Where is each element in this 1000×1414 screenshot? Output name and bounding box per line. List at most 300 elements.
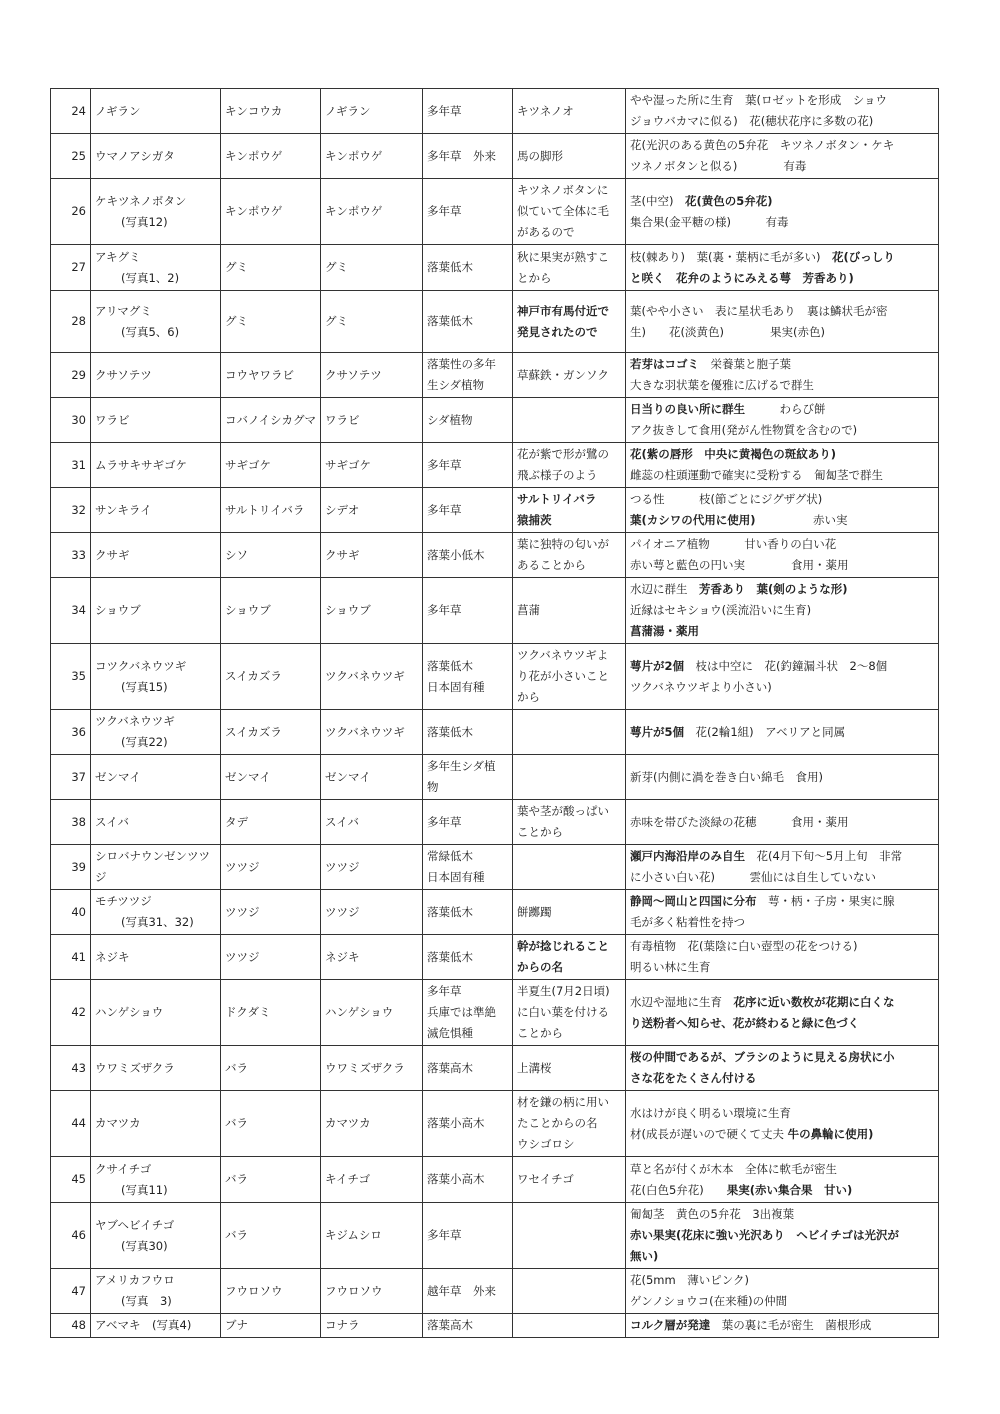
origin-line: たことからの名 [517, 1116, 598, 1130]
cell-number: 43 [51, 1046, 91, 1091]
cell-origin [513, 533, 626, 578]
cell-name [91, 443, 221, 488]
cell-name [91, 533, 221, 578]
cell-genus: ツクバネウツギ [321, 644, 423, 710]
type-line: 日本固有種 [427, 679, 485, 694]
type-line: 多年草 [427, 204, 462, 218]
plant-name: アリマグミ [95, 303, 152, 318]
cell-number: 38 [51, 800, 91, 845]
cell-name [91, 800, 221, 845]
note-line [630, 135, 934, 156]
cell-name [91, 134, 221, 179]
cell-name [91, 291, 221, 353]
cell-origin [513, 755, 626, 800]
note-segment: つる性 枝(節ごとにジグザグ状) [630, 492, 823, 506]
origin-line: 神戸市有馬付近で [517, 303, 609, 318]
photo-ref: (写真11) [121, 1182, 168, 1197]
cell-number: 33 [51, 533, 91, 578]
origin-line: 菖蒲 [517, 603, 540, 617]
cell-family: スイカズラ [221, 644, 321, 710]
plant-name: クサソテツ [95, 367, 152, 382]
origin-line: とから [517, 270, 552, 285]
origin-line: り花が小さいこと [517, 669, 609, 683]
cell-name [91, 245, 221, 291]
type-line: 落葉性の多年 [427, 357, 496, 371]
cell-family: サギゴケ [221, 443, 321, 488]
note-segment: 萼・柄・子房・果実に腺 [756, 894, 895, 908]
cell-origin [513, 1091, 626, 1157]
cell-type [423, 443, 513, 488]
note-segment: 材(成長が遅いので硬くて丈夫 [630, 1126, 788, 1141]
cell-number: 29 [51, 353, 91, 398]
cell-type [423, 291, 513, 353]
cell-type [423, 755, 513, 800]
note-segment: 水辺や湿地に生育 [630, 994, 734, 1009]
note-line [630, 722, 934, 743]
note-line [630, 156, 934, 177]
cell-number: 46 [51, 1203, 91, 1269]
note-line [630, 534, 934, 555]
photo-ref: (写真1、2) [121, 270, 180, 285]
cell-genus: コナラ [321, 1314, 423, 1338]
cell-name [91, 353, 221, 398]
cell-genus: キイチゴ [321, 1157, 423, 1203]
cell-notes [626, 755, 939, 800]
cell-origin [513, 398, 626, 443]
cell-family: グミ [221, 245, 321, 291]
cell-type [423, 1314, 513, 1338]
note-segment: 毛が多く粘着性を持つ [630, 915, 745, 929]
cell-origin [513, 1314, 626, 1338]
origin-line: 材を鎌の柄に用い [517, 1095, 609, 1109]
cell-number: 45 [51, 1157, 91, 1203]
cell-genus: クサギ [321, 533, 423, 578]
type-line: 多年草 [427, 984, 462, 998]
note-segment: ツクバネウツギより小さい) [630, 679, 772, 694]
plant-name: モチツツジ [95, 894, 152, 908]
cell-origin [513, 89, 626, 134]
table-row [51, 533, 939, 578]
cell-family: バラ [221, 1046, 321, 1091]
origin-line: からの名 [517, 960, 563, 974]
note-segment: 花(4月下旬～5月上旬 非常 [745, 849, 903, 863]
origin-line: サルトリイバラ [517, 492, 597, 506]
cell-name [91, 1091, 221, 1157]
cell-notes [626, 710, 939, 755]
table-row [51, 353, 939, 398]
cell-notes [626, 1269, 939, 1314]
plant-name: アキグミ [95, 249, 141, 264]
note-segment: 大きな羽状葉を優雅に広げるで群生 [630, 378, 814, 392]
cell-name [91, 980, 221, 1046]
note-segment: 果実(赤い集合果 甘い) [726, 1182, 853, 1197]
cell-notes [626, 1157, 939, 1203]
cell-name [91, 179, 221, 245]
cell-genus: ツツジ [321, 845, 423, 890]
cell-type [423, 800, 513, 845]
cell-type [423, 578, 513, 644]
cell-genus: ツクバネウツギ [321, 710, 423, 755]
type-line: 物 [427, 780, 439, 794]
note-segment: 葉(やや小さい 表に星状毛あり 裏は鱗状毛が密 [630, 303, 888, 318]
cell-notes [626, 398, 939, 443]
note-line [630, 1103, 934, 1124]
origin-line: に白い葉を付ける [517, 1005, 609, 1019]
origin-line: ワセイチゴ [517, 1172, 574, 1186]
cell-type [423, 644, 513, 710]
plant-name: ケキツネノボタン [95, 193, 187, 208]
cell-name [91, 1314, 221, 1338]
cell-family: シソ [221, 533, 321, 578]
cell-family: ショウブ [221, 578, 321, 644]
note-segment: やや湿った所に生育 葉(ロゼットを形成 ショウ [630, 93, 888, 107]
cell-genus: ノギラン [321, 89, 423, 134]
note-segment: 草と名が付くが木本 全体に軟毛が密生 [630, 1161, 837, 1176]
cell-family: バラ [221, 1091, 321, 1157]
note-line [630, 1013, 934, 1034]
cell-genus: ショウブ [321, 578, 423, 644]
cell-name [91, 890, 221, 935]
table-row [51, 443, 939, 488]
table-row [51, 1269, 939, 1314]
photo-ref: (写真 3) [121, 1294, 172, 1308]
note-segment: ゲンノショウコ(在来種)の仲間 [630, 1294, 788, 1308]
cell-family: コウヤワラビ [221, 353, 321, 398]
cell-notes [626, 1091, 939, 1157]
cell-notes [626, 245, 939, 291]
note-line [630, 191, 934, 212]
origin-line: 草蘇鉄・ガンソク [517, 367, 609, 382]
cell-notes [626, 291, 939, 353]
plant-name: コツクバネウツギ [95, 658, 187, 673]
note-segment: 茎(中空) [630, 193, 685, 208]
note-line [630, 420, 934, 441]
cell-number: 36 [51, 710, 91, 755]
note-segment: 瀬戸内海沿岸のみ自生 [630, 849, 745, 863]
plant-name: アベマキ (写真4) [95, 1318, 192, 1332]
cell-name [91, 755, 221, 800]
type-line: 落葉低木 [427, 260, 473, 274]
cell-origin [513, 980, 626, 1046]
cell-number: 25 [51, 134, 91, 179]
cell-name [91, 578, 221, 644]
cell-family: グミ [221, 291, 321, 353]
type-line: 落葉小高木 [427, 1116, 485, 1130]
note-segment: 有毒植物 花(葉陰に白い壺型の花をつける) [630, 939, 858, 953]
cell-name [91, 845, 221, 890]
cell-type [423, 533, 513, 578]
note-line [630, 111, 934, 132]
table-row [51, 1203, 939, 1269]
cell-genus: シデオ [321, 488, 423, 533]
note-line [630, 1246, 934, 1267]
plant-name: ウワミズザクラ [95, 1060, 175, 1075]
table-row [51, 245, 939, 291]
cell-number: 40 [51, 890, 91, 935]
cell-genus: ツツジ [321, 890, 423, 935]
cell-type [423, 245, 513, 291]
cell-origin [513, 443, 626, 488]
plant-name: クサイチゴ [95, 1161, 152, 1176]
note-line [630, 867, 934, 888]
note-segment: り送粉者へ知らせ、花が終わると緑に色づく [630, 1015, 860, 1030]
cell-genus: グミ [321, 245, 423, 291]
cell-notes [626, 134, 939, 179]
cell-name [91, 935, 221, 980]
note-segment: パイオニア植物 甘い香りの白い花 [630, 537, 837, 551]
plant-name: ハンゲショウ [95, 1005, 164, 1019]
cell-origin [513, 488, 626, 533]
cell-family: キンコウカ [221, 89, 321, 134]
note-segment: 栄養葉と胞子葉 [699, 357, 791, 371]
cell-notes [626, 644, 939, 710]
cell-genus: キンポウゲ [321, 179, 423, 245]
note-segment: 日当りの良い所に群生 [630, 402, 745, 416]
type-line: シダ植物 [427, 412, 473, 427]
note-line [630, 600, 934, 621]
origin-line: 似ていて全体に毛 [517, 204, 609, 218]
note-segment: 匍匐茎 黄色の5弁花 3出複葉 [630, 1207, 795, 1221]
cell-type [423, 134, 513, 179]
note-segment: 桜の仲間であるが、ブラシのように見える房状に小 [630, 1050, 895, 1064]
cell-genus: カマツカ [321, 1091, 423, 1157]
note-line [630, 1068, 934, 1089]
note-line [630, 1204, 934, 1225]
origin-line: キツネノボタンに [517, 183, 609, 197]
origin-line: あることから [517, 558, 586, 572]
plant-name: ゼンマイ [95, 769, 141, 784]
type-line: 多年草 [427, 502, 462, 517]
table-row [51, 134, 939, 179]
cell-genus: キンポウゲ [321, 134, 423, 179]
origin-line: キツネノオ [517, 103, 574, 118]
cell-notes [626, 800, 939, 845]
table-row [51, 845, 939, 890]
cell-family: ツツジ [221, 935, 321, 980]
cell-type [423, 179, 513, 245]
cell-genus: ウワミズザクラ [321, 1046, 423, 1091]
table-row [51, 800, 939, 845]
cell-origin [513, 291, 626, 353]
cell-genus: ネジキ [321, 935, 423, 980]
note-line [630, 354, 934, 375]
table-row [51, 488, 939, 533]
note-segment: 花序に近い数枚が花期に白くな [733, 994, 895, 1009]
cell-family: ドクダミ [221, 980, 321, 1046]
cell-notes [626, 935, 939, 980]
photo-ref: (写真22) [121, 735, 168, 749]
note-segment: 赤い萼と藍色の円い実 食用・薬用 [630, 558, 849, 572]
cell-notes [626, 443, 939, 488]
note-segment: 若芽はコゴミ [630, 357, 699, 371]
cell-type [423, 353, 513, 398]
note-line [630, 555, 934, 576]
cell-genus: ワラビ [321, 398, 423, 443]
cell-genus: ゼンマイ [321, 755, 423, 800]
note-segment: ジョウバカマに似る) 花(穂状花序に多数の花) [630, 114, 874, 128]
plant-name: アメリカフウロ [95, 1273, 175, 1287]
note-line [630, 1159, 934, 1180]
note-segment: 明るい林に生育 [630, 960, 711, 974]
table-row [51, 1314, 939, 1338]
cell-number: 42 [51, 980, 91, 1046]
cell-number: 41 [51, 935, 91, 980]
note-segment: 赤い果実(花床に強い光沢あり ヘビイチゴは光沢が [630, 1228, 899, 1242]
note-segment: 花(黄色の5弁花) [684, 193, 773, 208]
note-line [630, 322, 934, 343]
cell-name [91, 644, 221, 710]
cell-number: 48 [51, 1314, 91, 1338]
note-segment: 集合果(金平糖の様) 有毒 [630, 214, 789, 229]
note-line [630, 301, 934, 322]
plant-name: ショウブ [95, 603, 141, 617]
type-line: 兵庫では準絶 [427, 1005, 496, 1019]
origin-line: 幹が捻じれること [517, 939, 609, 953]
origin-line: 秋に果実が熟すこ [517, 249, 609, 264]
cell-notes [626, 1203, 939, 1269]
origin-line: から [517, 690, 540, 704]
plant-name: ノギラン [95, 103, 141, 118]
cell-genus: グミ [321, 291, 423, 353]
origin-line: 猿捕茨 [517, 513, 552, 527]
photo-ref: (写真12) [121, 214, 168, 229]
plant-name: カマツカ [95, 1116, 141, 1130]
note-segment: 葉の裏に毛が密生 菌根形成 [710, 1318, 872, 1332]
cell-name [91, 710, 221, 755]
note-line [630, 846, 934, 867]
note-line [630, 247, 934, 268]
note-segment: アク抜きして食用(発がん性物質を含むので) [630, 423, 858, 437]
cell-type [423, 1046, 513, 1091]
type-line: 落葉小高木 [427, 1172, 485, 1186]
type-line: 多年草 [427, 814, 462, 829]
cell-number: 26 [51, 179, 91, 245]
note-line [630, 444, 934, 465]
table-row [51, 1091, 939, 1157]
cell-name [91, 1203, 221, 1269]
cell-genus: ハンゲショウ [321, 980, 423, 1046]
cell-notes [626, 488, 939, 533]
cell-number: 35 [51, 644, 91, 710]
table-row [51, 980, 939, 1046]
cell-name [91, 1046, 221, 1091]
cell-type [423, 890, 513, 935]
note-segment: コルク層が発達 [630, 1318, 711, 1332]
note-line [630, 1291, 934, 1312]
cell-origin [513, 1046, 626, 1091]
note-line [630, 1270, 934, 1291]
cell-family: コバノイシカグマ [221, 398, 321, 443]
cell-family: キンポウゲ [221, 179, 321, 245]
cell-origin [513, 890, 626, 935]
note-line [630, 579, 934, 600]
note-segment: 水辺に群生 [630, 582, 699, 596]
note-line [630, 1315, 934, 1336]
origin-line: ことから [517, 825, 563, 839]
cell-type [423, 1091, 513, 1157]
note-segment: に小さい白い花) 雲仙には自生していない [630, 870, 876, 884]
cell-origin [513, 644, 626, 710]
type-line: 多年生シダ植 [427, 759, 496, 773]
note-segment: 赤い実 [755, 513, 848, 527]
cell-origin [513, 578, 626, 644]
note-line [630, 992, 934, 1013]
type-line: 落葉低木 [427, 314, 473, 328]
table-row [51, 935, 939, 980]
table-row [51, 179, 939, 245]
plant-name: シロバナウンゼンツツジ [95, 849, 210, 884]
cell-number: 47 [51, 1269, 91, 1314]
note-segment: 枝(棘あり) 葉(裏・葉柄に毛が多い) [630, 249, 832, 264]
cell-origin [513, 353, 626, 398]
type-line: 生シダ植物 [427, 378, 485, 392]
cell-origin [513, 710, 626, 755]
origin-line: ツクバネウツギよ [517, 648, 609, 662]
note-line [630, 677, 934, 698]
cell-number: 44 [51, 1091, 91, 1157]
cell-notes [626, 845, 939, 890]
origin-line: があるので [517, 225, 575, 239]
note-segment: 菖蒲湯・薬用 [630, 624, 699, 638]
note-line [630, 621, 934, 642]
cell-notes [626, 890, 939, 935]
type-line: 落葉高木 [427, 1318, 473, 1332]
cell-notes [626, 179, 939, 245]
table-row [51, 398, 939, 443]
table-row [51, 291, 939, 353]
photo-ref: (写真31、32) [121, 915, 194, 929]
table-row [51, 1046, 939, 1091]
table-row [51, 1157, 939, 1203]
note-line [630, 957, 934, 978]
origin-line: ことから [517, 1026, 563, 1040]
cell-genus: サギゴケ [321, 443, 423, 488]
cell-type [423, 488, 513, 533]
note-segment: 静岡～岡山と四国に分布 [630, 894, 757, 908]
plant-name: ウマノアシガタ [95, 148, 175, 163]
note-segment: 水はけが良く明るい環境に生育 [630, 1105, 791, 1120]
plant-name: クサギ [95, 547, 130, 562]
cell-name [91, 488, 221, 533]
origin-line: 葉や茎が酸っぱい [517, 804, 609, 818]
note-segment: 花(白色5弁花) [630, 1182, 727, 1197]
note-line [630, 936, 934, 957]
cell-number: 30 [51, 398, 91, 443]
cell-number: 31 [51, 443, 91, 488]
origin-line: 上溝桜 [517, 1060, 552, 1075]
cell-genus: クサソテツ [321, 353, 423, 398]
note-line [630, 268, 934, 289]
cell-number: 32 [51, 488, 91, 533]
plant-name: スイバ [95, 814, 130, 829]
note-segment: ツネノボタンと似る) 有毒 [630, 159, 807, 173]
cell-notes [626, 1046, 939, 1091]
note-line [630, 399, 934, 420]
note-line [630, 767, 934, 788]
cell-type [423, 980, 513, 1046]
type-line: 多年草 [427, 603, 462, 617]
table-row [51, 710, 939, 755]
note-line [630, 1225, 934, 1246]
origin-line: 半夏生(7月2日頃) [517, 984, 610, 998]
plant-name: ネジキ [95, 949, 130, 964]
type-line: 落葉低木 [427, 904, 473, 919]
cell-origin [513, 1157, 626, 1203]
note-line [630, 912, 934, 933]
plant-name: ツクバネウツギ [95, 714, 175, 728]
cell-family: タデ [221, 800, 321, 845]
note-segment: 生) 花(淡黄色) 果実(赤色) [630, 324, 825, 339]
